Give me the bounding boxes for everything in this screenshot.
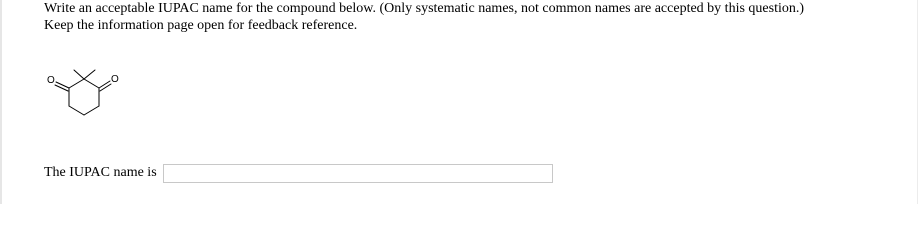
ring-bond [69,106,84,115]
oxygen-atom-label: O [47,75,55,86]
left-border [0,0,2,204]
methyl-bond [84,70,95,79]
carbonyl-bond [55,85,68,91]
ring-bond [84,106,99,115]
answer-label: The IUPAC name is [44,165,157,180]
oxygen-atom-label: O [111,74,119,85]
carbonyl-bond [56,82,69,88]
ring-bond [84,79,99,88]
skeletal-structure-drawing [40,64,124,124]
question-note: Keep the information page open for feedback reference. [44,18,358,33]
carbonyl-bond [100,84,111,91]
question-prompt [44,0,904,34]
answer-row [44,163,553,183]
iupac-name-input[interactable] [163,164,553,183]
carbonyl-bond [99,81,110,88]
ring-bond [69,79,84,88]
compound-structure [40,64,124,124]
question-instruction: Write an acceptable IUPAC name for the compound below. (Only systematic names, not common names are accepted by this question.) [44,1,805,16]
methyl-bond [74,70,84,79]
